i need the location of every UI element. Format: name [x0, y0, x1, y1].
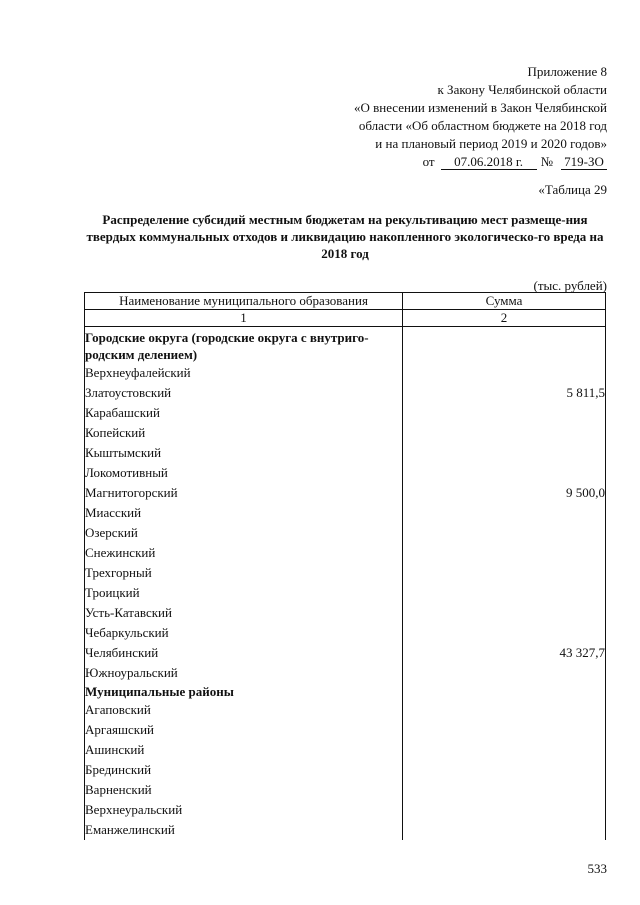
- table-row: [85, 820, 606, 840]
- municipality-name: Карабашский: [85, 403, 403, 423]
- subsidy-amount: [403, 603, 606, 623]
- appendix-block: [187, 63, 607, 171]
- subsidy-amount: [403, 327, 606, 364]
- subsidy-amount: [403, 503, 606, 523]
- municipality-name: Чебаркульский: [85, 623, 403, 643]
- municipality-name: Озерский: [85, 523, 403, 543]
- table-group-row: [85, 683, 606, 700]
- subsidy-amount: [403, 740, 606, 760]
- column-header-amount: Сумма: [403, 293, 606, 310]
- table-header-row: [85, 293, 606, 310]
- subsidy-amount: [403, 543, 606, 563]
- subsidy-table: [84, 292, 606, 840]
- table-row: [85, 643, 606, 663]
- subsidy-amount: [403, 780, 606, 800]
- subsidy-amount: [403, 700, 606, 720]
- subsidy-amount: 9 500,0: [403, 483, 606, 503]
- appendix-date-line: [187, 153, 607, 171]
- table-row: [85, 780, 606, 800]
- group-name: Муниципальные районы: [85, 683, 403, 700]
- subsidy-amount: [403, 663, 606, 683]
- municipality-name: Трехгорный: [85, 563, 403, 583]
- municipality-name: Еманжелинский: [85, 820, 403, 840]
- municipality-name: Магнитогорский: [85, 483, 403, 503]
- municipality-name: Златоустовский: [85, 383, 403, 403]
- page-number: 533: [587, 861, 607, 876]
- appendix-law-ref: к Закону Челябинской области: [437, 82, 607, 97]
- date-prefix: от: [422, 154, 435, 169]
- municipality-name: Кыштымский: [85, 443, 403, 463]
- municipality-name: Снежинский: [85, 543, 403, 563]
- municipality-name: Аргаяшский: [85, 720, 403, 740]
- subsidy-amount: 5 811,5: [403, 383, 606, 403]
- table-group-row: [85, 327, 606, 364]
- units-label: (тыс. рублей): [533, 278, 607, 293]
- appendix-law-name-3: и на плановый период 2019 и 2020 годов»: [375, 136, 607, 151]
- table-row: [85, 503, 606, 523]
- appendix-law-name-1: «О внесении изменений в Закон Челябинской: [353, 100, 607, 115]
- table-row: [85, 603, 606, 623]
- column-index-2: 2: [403, 310, 606, 327]
- subsidy-amount: [403, 363, 606, 383]
- table-row: [85, 623, 606, 643]
- municipality-name: Челябинский: [85, 643, 403, 663]
- table-row: [85, 363, 606, 383]
- column-header-name: Наименование муниципального образования: [85, 293, 403, 310]
- subsidy-amount: [403, 423, 606, 443]
- subsidy-amount: [403, 563, 606, 583]
- subsidy-amount: [403, 443, 606, 463]
- table-label: «Таблица 29: [538, 182, 607, 197]
- table-body: [85, 327, 606, 841]
- municipality-name: Варненский: [85, 780, 403, 800]
- municipality-name: Ашинский: [85, 740, 403, 760]
- subsidy-amount: [403, 820, 606, 840]
- municipality-name: Агаповский: [85, 700, 403, 720]
- table-row: [85, 543, 606, 563]
- subsidy-amount: [403, 623, 606, 643]
- table-index-row: [85, 310, 606, 327]
- subsidy-amount: [403, 403, 606, 423]
- table-row: [85, 663, 606, 683]
- subsidy-amount: [403, 463, 606, 483]
- group-name: Городские округа (городские округа с внутриго-родским делением): [85, 327, 403, 364]
- municipality-name: Южноуральский: [85, 663, 403, 683]
- table-row: [85, 443, 606, 463]
- subsidy-amount: [403, 523, 606, 543]
- table-row: [85, 583, 606, 603]
- subsidy-amount: [403, 583, 606, 603]
- table-row: [85, 760, 606, 780]
- column-index-1: 1: [85, 310, 403, 327]
- table-row: [85, 740, 606, 760]
- table-row: [85, 700, 606, 720]
- law-number: 719-ЗО: [561, 154, 607, 170]
- table-row: [85, 383, 606, 403]
- municipality-name: Локомотивный: [85, 463, 403, 483]
- municipality-name: Миасский: [85, 503, 403, 523]
- table-row: [85, 403, 606, 423]
- number-prefix: №: [540, 154, 553, 169]
- table-row: [85, 483, 606, 503]
- municipality-name: Верхнеуфалейский: [85, 363, 403, 383]
- subsidy-amount: [403, 760, 606, 780]
- table-row: [85, 423, 606, 443]
- appendix-title: Приложение 8: [527, 64, 607, 79]
- municipality-name: Брединский: [85, 760, 403, 780]
- appendix-law-name-2: области «Об областном бюджете на 2018 год: [358, 118, 607, 133]
- table-row: [85, 463, 606, 483]
- subsidy-amount: [403, 800, 606, 820]
- document-heading: Распределение субсидий местным бюджетам на рекультивацию мест размеще-ния твердых коммунальных отходов и ликвидацию накопленного экологическо-го вреда на 2018 год: [86, 212, 604, 261]
- municipality-name: Усть-Катавский: [85, 603, 403, 623]
- law-date: 07.06.2018 г.: [441, 154, 537, 170]
- municipality-name: Верхнеуральский: [85, 800, 403, 820]
- municipality-name: Троицкий: [85, 583, 403, 603]
- subsidy-amount: 43 327,7: [403, 643, 606, 663]
- table-row: [85, 523, 606, 543]
- table-row: [85, 563, 606, 583]
- table-row: [85, 720, 606, 740]
- table-row: [85, 800, 606, 820]
- subsidy-amount: [403, 683, 606, 700]
- municipality-name: Копейский: [85, 423, 403, 443]
- subsidy-amount: [403, 720, 606, 740]
